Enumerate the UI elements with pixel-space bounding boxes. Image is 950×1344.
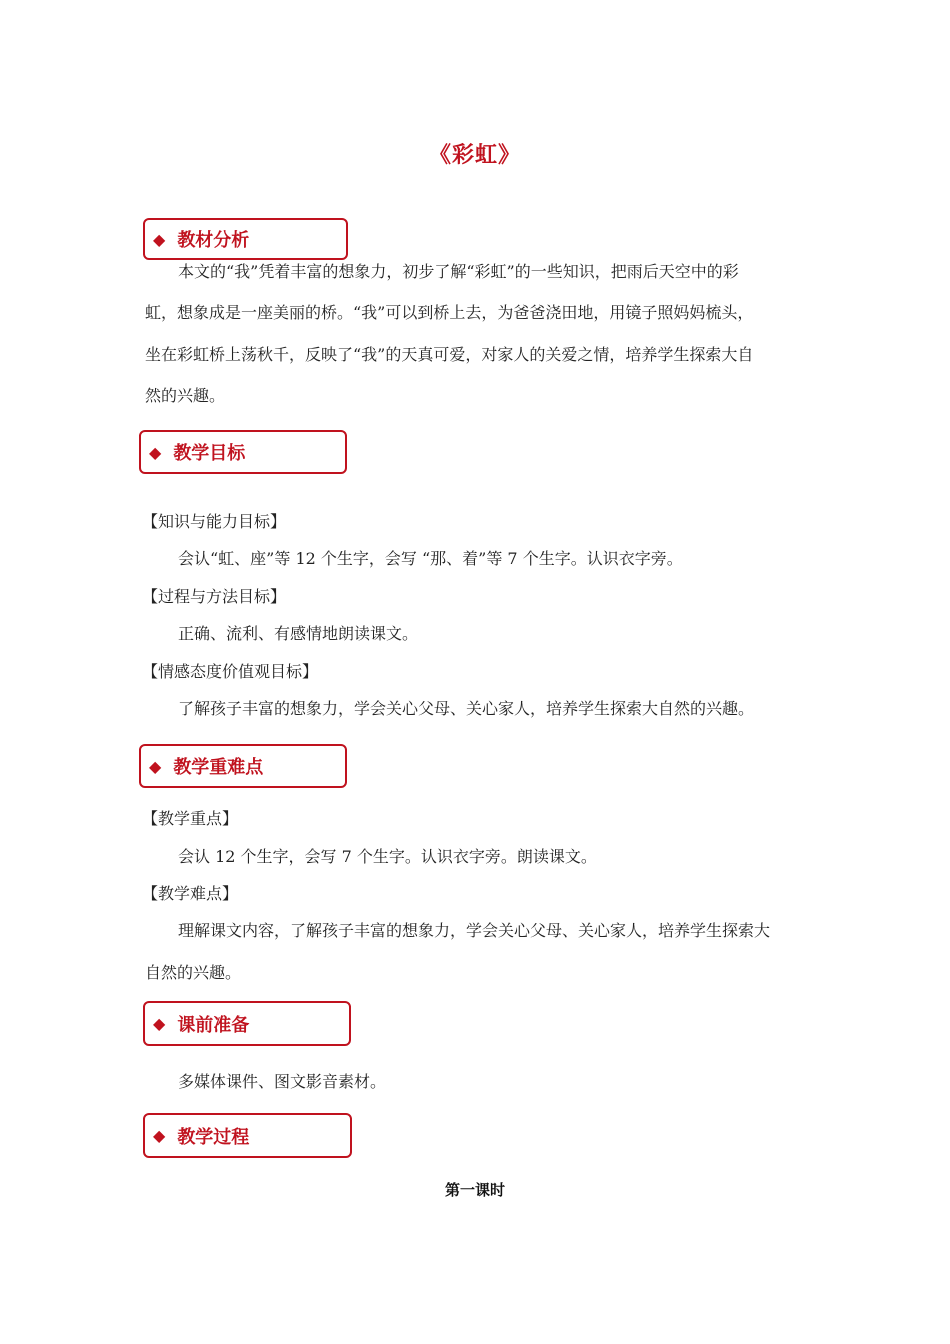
analysis-line-2: 虹，想象成是一座美丽的桥。“我”可以到桥上去，为爸爸浇田地，用镜子照妈妈梳头， — [145, 303, 754, 322]
difficulty-label: 【教学难点】 — [142, 884, 239, 903]
focus-label: 【教学重点】 — [142, 809, 239, 828]
section-header-process — [143, 1113, 352, 1158]
emotion-goal-label: 【情感态度价值观目标】 — [142, 662, 319, 681]
difficulty-line-2: 自然的兴趣。 — [145, 963, 242, 982]
diamond-icon: ◆ — [149, 756, 162, 776]
section-header-prep — [143, 1001, 351, 1046]
section-label: 教学过程 — [177, 1126, 250, 1148]
section-header-goals — [139, 430, 347, 474]
section-label: 教学目标 — [173, 443, 246, 464]
difficulty-line-1: 理解课文内容，了解孩子丰富的想象力，学会关心父母、关心家人，培养学生探索大 — [178, 921, 771, 940]
section-header-analysis — [143, 218, 348, 260]
lesson-title: 第一课时 — [444, 1181, 505, 1199]
section-label: 课前准备 — [177, 1014, 250, 1036]
process-goal-text: 正确、流利、有感情地朗读课文。 — [178, 624, 419, 643]
section-header-keypoints — [139, 744, 347, 788]
emotion-goal-text: 了解孩子丰富的想象力，学会关心父母、关心家人，培养学生探索大自然的兴趣。 — [178, 699, 755, 718]
diamond-icon: ◆ — [153, 229, 166, 249]
knowledge-goal-label: 【知识与能力目标】 — [142, 512, 287, 531]
diamond-icon: ◆ — [149, 442, 162, 462]
section-label: 教学重难点 — [173, 757, 264, 778]
diamond-icon: ◆ — [153, 1014, 166, 1033]
prep-text: 多媒体课件、图文影音素材。 — [178, 1072, 387, 1091]
page-title: 《彩虹》 — [428, 143, 521, 168]
process-goal-label: 【过程与方法目标】 — [142, 587, 287, 606]
knowledge-goal-text: 会认“虹、座”等 12 个生字，会写 “那、着”等 7 个生字。认识衣字旁。 — [178, 549, 683, 568]
diamond-icon: ◆ — [153, 1126, 166, 1145]
focus-text: 会认 12 个生字，会写 7 个生字。认识衣字旁。朗读课文。 — [178, 847, 597, 866]
analysis-line-1: 本文的“我”凭着丰富的想象力，初步了解“彩虹”的一些知识，把雨后天空中的彩 — [178, 262, 739, 281]
section-label: 教材分析 — [177, 230, 250, 251]
analysis-line-4: 然的兴趣。 — [145, 386, 226, 405]
analysis-line-3: 坐在彩虹桥上荡秋千，反映了“我”的天真可爱，对家人的关爱之情，培养学生探索大自 — [145, 345, 754, 364]
